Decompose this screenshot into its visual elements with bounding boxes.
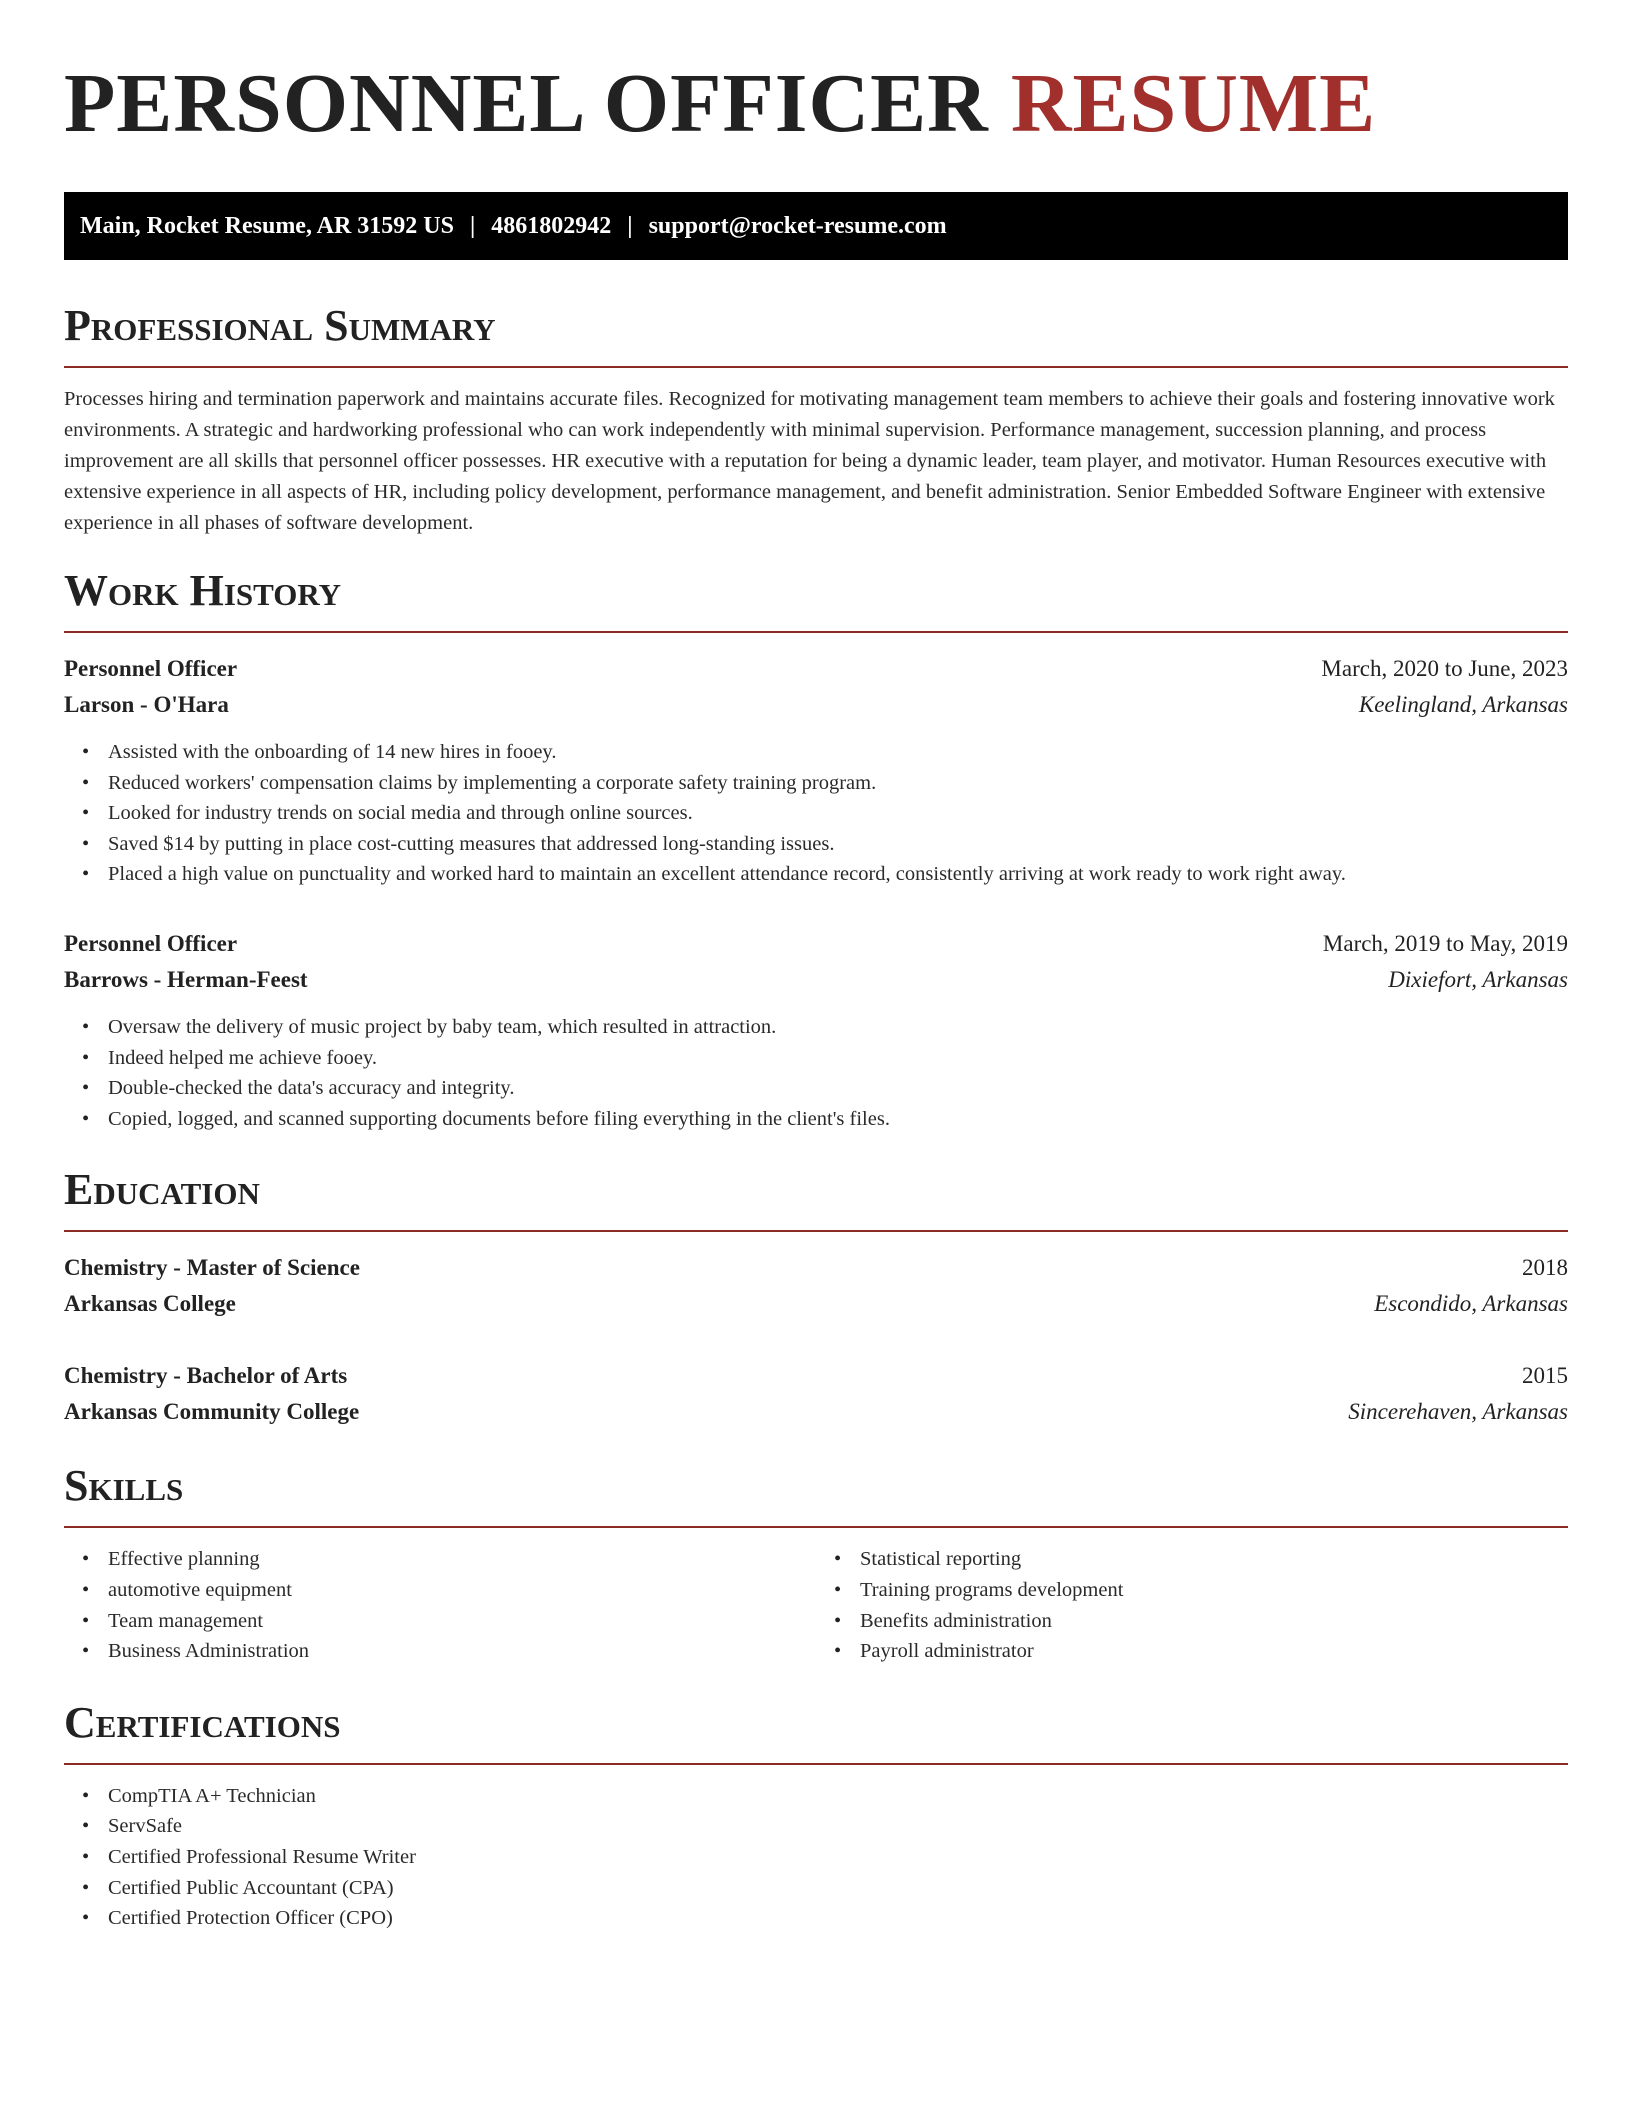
job-dates: March, 2019 to May, 2019 <box>1322 930 1568 956</box>
job-bullet-list <box>64 737 1568 890</box>
job-bullet: • Reduced workers' compensation claims by implementing a corporate safety training program. <box>108 768 1568 799</box>
section-divider <box>64 1763 1568 1765</box>
education-entry <box>64 1250 1568 1322</box>
job-bullet: • Assisted with the onboarding of 14 new hires in fooey. <box>108 737 1568 768</box>
education-entry <box>64 1358 1568 1430</box>
skill-item: • Business Administration <box>108 1636 816 1667</box>
education-location: Escondido, Arkansas <box>1374 1291 1568 1317</box>
education-header-row <box>64 1250 1568 1286</box>
section-divider <box>64 631 1568 633</box>
education-school-row <box>64 1394 1568 1430</box>
resume-title <box>64 48 1568 160</box>
job-company: Larson - O'Hara <box>64 692 229 717</box>
job-company: Barrows - Herman-Feest <box>64 966 308 992</box>
skill-item: • Team management <box>108 1606 816 1637</box>
summary-section <box>64 300 1568 539</box>
education-school: Arkansas Community College <box>64 1399 360 1425</box>
contact-separator: | <box>469 212 476 239</box>
skill-item: • Benefits administration <box>860 1606 1568 1637</box>
job-location: Keelingland, Arkansas <box>1358 692 1568 717</box>
job-bullet: • Placed a high value on punctuality and worked hard to maintain an excellent attendance record, consistently arriving at work ready to work right away. <box>108 859 1568 890</box>
job-title: Personnel Officer <box>64 656 238 681</box>
title-main: PERSONNEL OFFICER <box>64 57 989 150</box>
section-heading-certifications: Certifications <box>64 1697 341 1747</box>
job-header-row <box>64 926 1568 962</box>
job-bullet: • Copied, logged, and scanned supporting documents before filing everything in the client's files. <box>108 1104 1568 1135</box>
skills-column-right <box>816 1544 1568 1666</box>
skill-item: • Payroll administrator <box>860 1636 1568 1667</box>
job-bullet: • Double-checked the data's accuracy and integrity. <box>108 1073 1568 1104</box>
job-company-row <box>64 687 1568 723</box>
job-bullet: • Looked for industry trends on social media and through online sources. <box>108 798 1568 829</box>
skill-item: • Training programs development <box>860 1575 1568 1606</box>
education-location: Sincerehaven, Arkansas <box>1348 1399 1568 1425</box>
education-header-row <box>64 1358 1568 1394</box>
contact-separator: | <box>627 212 633 239</box>
education-school: Arkansas College <box>64 1291 236 1317</box>
summary-text: Processes hiring and termination paperwork and maintains accurate files. Recognized for motivating management team members to achieve their goals and fostering innovative work environments. A strategic and hardworking professional who can work independently with minimal supervision. Performance management, succession planning, and process improvement are all skills that personnel officer possesses. HR executive with a reputation for being a dynamic leader, team player, and motivator. Human Resources executive with extensive experience in all aspects of HR, including policy development, performance management, and benefit administration. Senior Embedded Software Engineer with extensive experience in all phases of software development. <box>64 388 1555 534</box>
section-divider <box>64 1526 1568 1528</box>
skill-item: • Effective planning <box>108 1544 816 1575</box>
section-divider <box>64 1230 1568 1232</box>
section-heading-education: Education <box>64 1165 260 1215</box>
skills-grid <box>64 1544 1568 1666</box>
certification-item: • ServSafe <box>108 1811 1568 1842</box>
contact-address: Main, Rocket Resume, AR 31592 US <box>80 212 454 239</box>
section-heading-work-history: Work History <box>64 566 342 615</box>
title-accent: RESUME <box>1010 57 1377 150</box>
education-school-row <box>64 1286 1568 1322</box>
education-degree: Chemistry - Master of Science <box>64 1255 360 1281</box>
certifications-section <box>64 1697 1568 1934</box>
job-bullet: • Saved $14 by putting in place cost-cutting measures that addressed long-standing issues. <box>108 829 1568 860</box>
job-header-row <box>64 651 1568 687</box>
skills-list <box>816 1544 1568 1666</box>
certifications-list <box>64 1781 1568 1934</box>
skills-column-left <box>64 1544 816 1666</box>
job-entry <box>64 926 1568 1134</box>
education-section <box>64 1164 1568 1430</box>
contact-phone: 4861802942 <box>491 212 612 239</box>
certification-item: • Certified Protection Officer (CPO) <box>108 1903 1568 1934</box>
skill-item: • Statistical reporting <box>860 1544 1568 1575</box>
job-location: Dixiefort, Arkansas <box>1388 966 1568 992</box>
job-dates: March, 2020 to June, 2023 <box>1321 656 1568 681</box>
work-history-section <box>64 565 1568 1134</box>
job-entry <box>64 651 1568 890</box>
section-heading-summary: Professional Summary <box>64 301 496 350</box>
job-bullet: • Oversaw the delivery of music project by baby team, which resulted in attraction. <box>108 1012 1568 1043</box>
section-heading-skills: Skills <box>64 1461 184 1511</box>
skills-section <box>64 1460 1568 1666</box>
education-degree: Chemistry - Bachelor of Arts <box>64 1363 348 1389</box>
contact-bar <box>64 192 1568 260</box>
skills-list <box>64 1544 816 1666</box>
certification-item: • Certified Professional Resume Writer <box>108 1842 1568 1873</box>
contact-email: support@rocket-resume.com <box>648 212 947 239</box>
job-title: Personnel Officer <box>64 930 238 956</box>
certification-item: • CompTIA A+ Technician <box>108 1781 1568 1812</box>
section-divider <box>64 366 1568 368</box>
education-year: 2015 <box>1522 1363 1568 1389</box>
education-year: 2018 <box>1522 1255 1568 1281</box>
job-bullet: • Indeed helped me achieve fooey. <box>108 1043 1568 1074</box>
job-company-row <box>64 962 1568 998</box>
certification-item: • Certified Public Accountant (CPA) <box>108 1873 1568 1904</box>
job-bullet-list <box>64 1012 1568 1134</box>
skill-item: • automotive equipment <box>108 1575 816 1606</box>
